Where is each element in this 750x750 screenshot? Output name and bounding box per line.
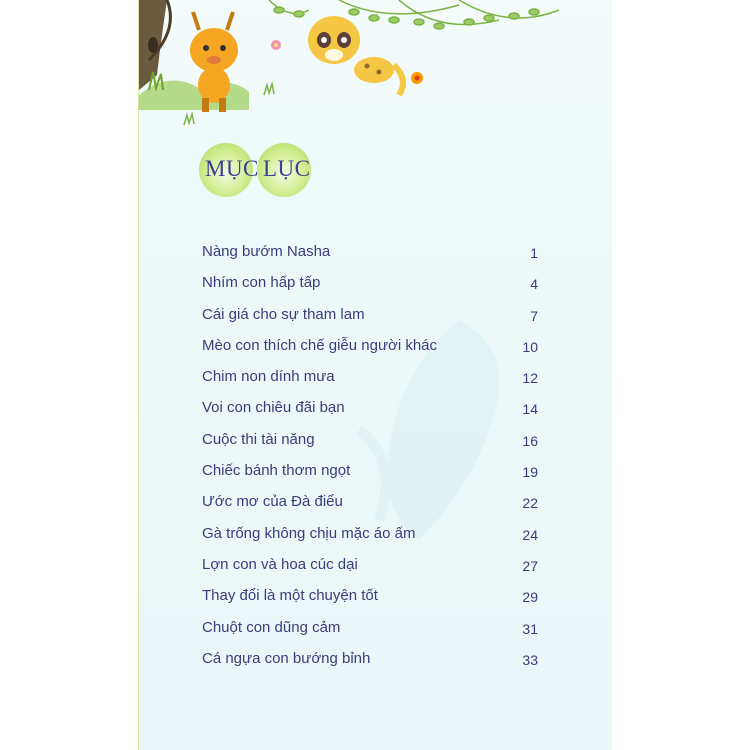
toc-entry-title: Chuột con dũng cảm bbox=[202, 618, 341, 636]
toc-entry-page: 24 bbox=[522, 526, 538, 543]
toc-heading bbox=[199, 143, 359, 199]
toc-entry-title: Cuộc thi tài năng bbox=[202, 430, 315, 448]
toc-entry[interactable] bbox=[202, 397, 538, 428]
toc-entry[interactable] bbox=[202, 491, 538, 522]
toc-entry-title: Thay đổi là một chuyện tốt bbox=[202, 587, 378, 605]
toc-entry-page: 29 bbox=[522, 589, 538, 606]
toc-entry[interactable] bbox=[202, 585, 538, 616]
toc-entry-page: 4 bbox=[530, 276, 538, 293]
cartoon-animals-illustration bbox=[139, 0, 612, 140]
toc-entry-title: Chim non dính mưa bbox=[202, 368, 335, 386]
toc-entry-page: 16 bbox=[522, 432, 538, 449]
toc-entry-title: Lợn con và hoa cúc dại bbox=[202, 555, 358, 573]
toc-entry[interactable] bbox=[202, 617, 538, 648]
toc-entry-page: 14 bbox=[522, 401, 538, 418]
toc-entry-page: 22 bbox=[522, 495, 538, 512]
toc-entry-page: 1 bbox=[530, 245, 538, 261]
toc-entry-title: Cái giá cho sự tham lam bbox=[202, 305, 365, 323]
heading-word: MỤC bbox=[205, 156, 259, 181]
toc-entry[interactable] bbox=[202, 366, 538, 397]
toc-entry-page: 7 bbox=[530, 307, 538, 324]
toc-entry[interactable] bbox=[202, 241, 538, 272]
toc-entry[interactable] bbox=[202, 429, 538, 460]
toc-entry[interactable] bbox=[202, 272, 538, 303]
book-page bbox=[138, 0, 612, 750]
toc-entry-page: 19 bbox=[522, 464, 538, 481]
heading-word: LỤC bbox=[263, 156, 311, 181]
toc-entry-page: 12 bbox=[522, 370, 538, 387]
toc-entry-page: 27 bbox=[522, 557, 538, 574]
toc-entry[interactable] bbox=[202, 523, 538, 554]
toc-entry-title: Chiếc bánh thơm ngọt bbox=[202, 462, 351, 480]
toc-entry-title: Mèo con thích chế giễu người khác bbox=[202, 336, 438, 354]
toc-entry-title: Nàng bướm Nasha bbox=[202, 243, 331, 260]
toc-entry-title: Cá ngựa con bướng bỉnh bbox=[202, 649, 371, 667]
toc-entry-title: Nhím con hấp tấp bbox=[202, 274, 321, 292]
toc-entry-title: Gà trống không chịu mặc áo ấm bbox=[202, 524, 416, 542]
toc-entry[interactable] bbox=[202, 304, 538, 335]
toc-entry[interactable] bbox=[202, 335, 538, 366]
table-of-contents bbox=[202, 241, 538, 679]
toc-entry[interactable] bbox=[202, 648, 538, 679]
toc-entry-page: 31 bbox=[522, 620, 538, 637]
toc-entry-title: Ước mơ của Đà điểu bbox=[202, 493, 343, 511]
toc-entry-page: 33 bbox=[522, 651, 538, 668]
toc-entry[interactable] bbox=[202, 554, 538, 585]
toc-entry-title: Voi con chiêu đãi bạn bbox=[202, 399, 345, 417]
toc-entry-page: 10 bbox=[522, 338, 538, 355]
toc-entry[interactable] bbox=[202, 460, 538, 491]
